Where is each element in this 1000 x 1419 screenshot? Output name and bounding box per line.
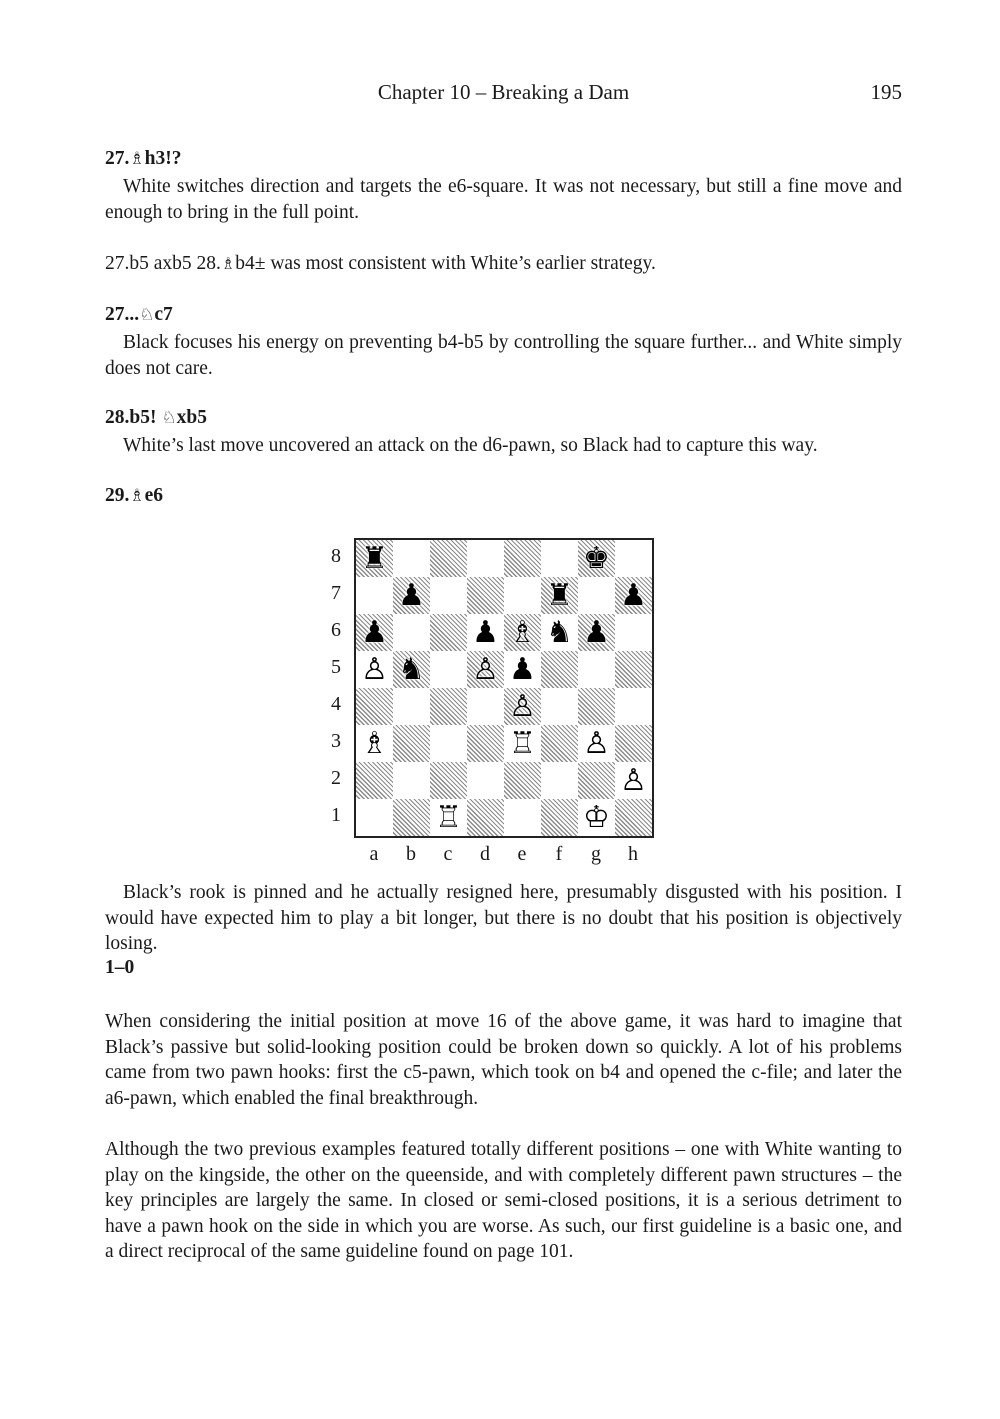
black-knight-icon: ♞ [398,652,425,687]
square-b6 [393,614,430,651]
square-f1 [541,799,578,836]
black-rook-icon: ♜ [546,578,573,613]
move-text: e6 [144,485,164,506]
square-c6 [430,614,467,651]
white-rook-icon: ♖ [435,800,462,835]
square-d2 [467,762,504,799]
square-d1 [467,799,504,836]
white-bishop-icon: ♗ [509,615,536,650]
variation-text-end: b4± was most consistent with White’s earlier strategy. [235,253,656,274]
square-d3 [467,725,504,762]
square-c3 [430,725,467,762]
black-pawn-icon: ♟ [509,652,536,687]
square-e7 [504,577,541,614]
square-e2 [504,762,541,799]
bishop-figurine-icon: ♗ [129,486,145,506]
square-d7 [467,577,504,614]
rank-label: 6 [331,619,341,641]
knight-figurine-icon: ♘ [161,408,177,428]
square-c7 [430,577,467,614]
square-b3 [393,725,430,762]
square-e8 [504,540,541,577]
square-h6 [615,614,652,651]
chapter-title: Chapter 10 – Breaking a Dam [377,80,630,104]
square-f3 [541,725,578,762]
square-b1 [393,799,430,836]
file-label: d [480,843,490,865]
page-header [105,80,902,110]
white-pawn-icon: ♙ [361,652,388,687]
variation-text: 27.b5 axb5 28. [105,253,221,274]
white-rook-icon: ♖ [509,726,536,761]
file-label: b [406,843,416,865]
square-c2 [430,762,467,799]
square-h1 [615,799,652,836]
square-h4 [615,688,652,725]
black-pawn-icon: ♟ [620,578,647,613]
file-label: a [369,843,379,865]
square-f8 [541,540,578,577]
square-d8 [467,540,504,577]
rank-label: 4 [331,693,341,715]
white-pawn-icon: ♙ [583,726,610,761]
square-g4 [578,688,615,725]
square-f5 [541,651,578,688]
square-c8 [430,540,467,577]
paragraph-2 [105,251,902,277]
file-label: h [628,843,638,865]
square-h3 [615,725,652,762]
rank-label: 7 [331,582,341,604]
move-number: 29. [105,485,130,506]
knight-figurine-icon: ♘ [139,305,155,325]
paragraph-4: White’s last move uncovered an attack on the d6-pawn, so Black had to capture this way. [123,435,818,456]
square-a2 [356,762,393,799]
paragraph-3: Black focuses his energy on preventing b4-b5 by controlling the square further... and White simply does not care. [105,332,902,379]
white-king-icon: ♔ [583,800,610,835]
move-number: 28.b5! [105,407,162,428]
move-text: h3!? [144,148,182,169]
paragraph-7: Although the two previous examples featured totally different positions – one with White wanting to play on the kingside, the other on the queenside, and with completely different pawn structures – the key principles are largely the same. In closed or semi-closed positions, it is a serious detriment to have a pawn hook on the side in which you are worse. As such, our first guideline is a basic one, and a direct reciprocal of the same guideline found on page 101. [105,1139,902,1263]
black-pawn-icon: ♟ [472,615,499,650]
move-27b-heading [105,304,173,326]
square-c5 [430,651,467,688]
black-pawn-icon: ♟ [398,578,425,613]
move-27-heading [105,148,181,170]
white-pawn-icon: ♙ [509,689,536,724]
square-g2 [578,762,615,799]
square-a7 [356,577,393,614]
bishop-figurine-icon: ♗ [129,149,145,169]
chess-board [354,538,654,838]
page-number: 195 [870,80,902,104]
bishop-figurine-icon: ♗ [220,254,236,273]
square-h8 [615,540,652,577]
square-f2 [541,762,578,799]
square-d4 [467,688,504,725]
chess-diagram [320,536,670,876]
square-c4 [430,688,467,725]
file-label: f [555,843,563,865]
file-label: e [517,843,527,865]
square-e1 [504,799,541,836]
move-29-heading [105,485,163,507]
file-label: g [591,843,601,865]
move-text: c7 [154,304,173,325]
square-h5 [615,651,652,688]
black-king-icon: ♚ [583,541,610,576]
white-pawn-icon: ♙ [620,763,647,798]
rank-label: 2 [331,767,341,789]
rank-label: 3 [331,730,341,752]
black-rook-icon: ♜ [361,541,388,576]
square-a4 [356,688,393,725]
paragraph-1: White switches direction and targets the e6-square. It was not necessary, but still a fine move and enough to bring in the full point. [105,176,902,223]
rank-label: 1 [331,804,341,826]
square-b4 [393,688,430,725]
move-number: 27... [105,304,140,325]
move-28-heading [105,407,207,429]
white-pawn-icon: ♙ [472,652,499,687]
move-number: 27. [105,148,130,169]
rank-label: 5 [331,656,341,678]
rank-label: 8 [331,545,341,567]
game-result: 1–0 [105,957,135,978]
square-b8 [393,540,430,577]
move-text: xb5 [176,407,207,428]
square-f4 [541,688,578,725]
black-knight-icon: ♞ [546,615,573,650]
square-g7 [578,577,615,614]
square-g5 [578,651,615,688]
paragraph-5: Black’s rook is pinned and he actually resigned here, presumably disgusted with his position. I would have expected him to play a bit longer, but there is no doubt that his position is objectively losing. [105,882,902,955]
paragraph-6: When considering the initial position at move 16 of the above game, it was hard to imagine that Black’s passive but solid-looking position could be broken down so quickly. A lot of his problems came from two pawn hooks: first the c5-pawn, which took on b4 and opened the c-file; and later the a6-pawn, which enabled the final breakthrough. [105,1011,902,1109]
black-pawn-icon: ♟ [583,615,610,650]
white-bishop-icon: ♗ [361,726,388,761]
square-b2 [393,762,430,799]
file-label: c [443,843,453,865]
black-pawn-icon: ♟ [361,615,388,650]
square-a1 [356,799,393,836]
